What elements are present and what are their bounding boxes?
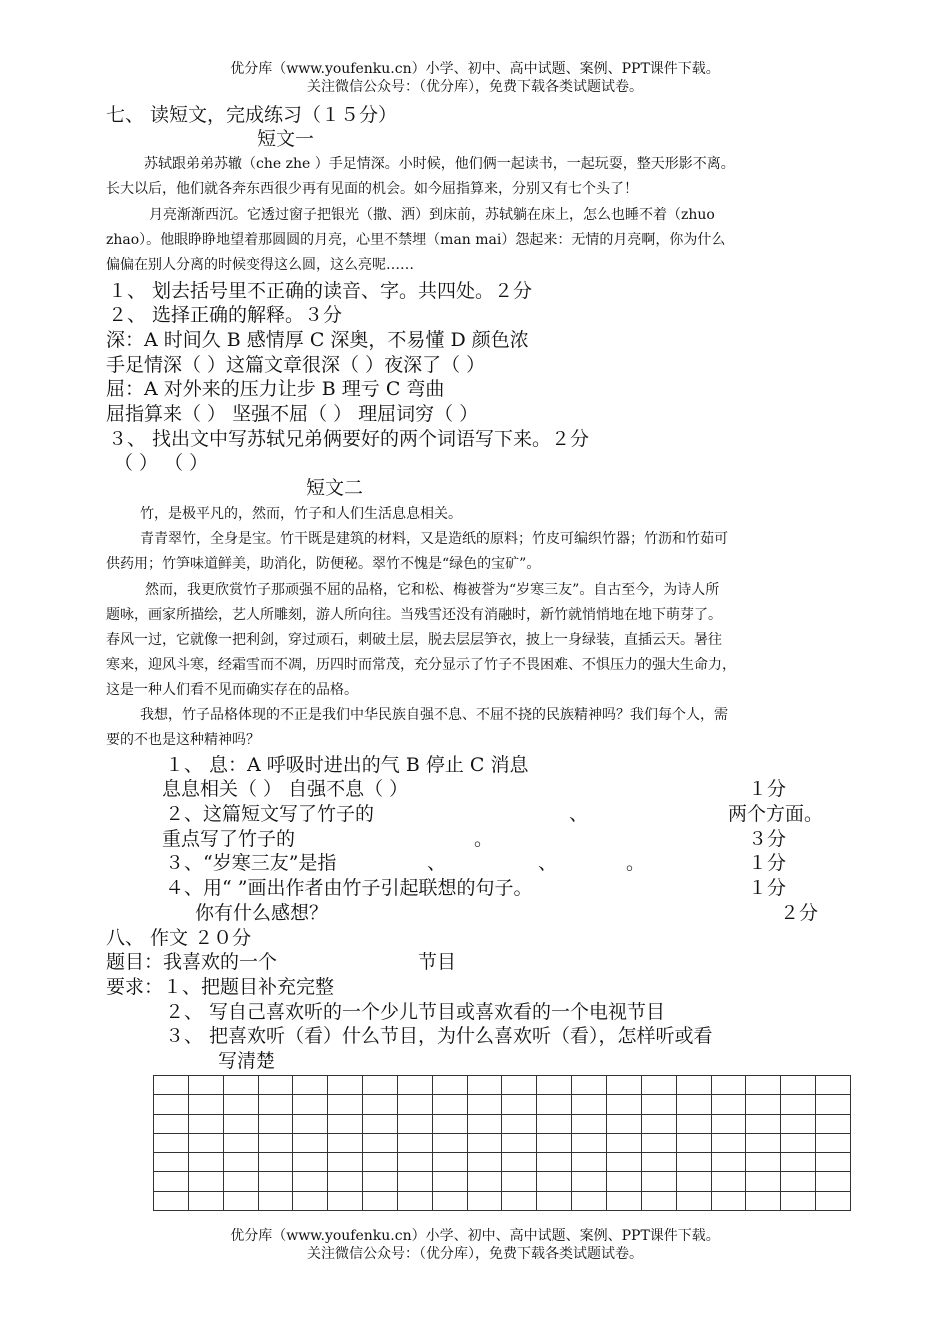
- grid-row: [154, 1172, 851, 1191]
- passage-1-line: 长大以后，他们就各奔东西很少再有见面的机会。如今屈指算来，分别又有七个头了！: [106, 181, 638, 197]
- passage-2-line: 竹，是极平凡的，然而，竹子和人们生活息息相关。: [140, 506, 462, 522]
- grid-row: [154, 1133, 851, 1152]
- essay-topic: 题目：我喜欢的一个: [106, 951, 278, 973]
- question-2-4: ４、用“ ”画出作者由竹子引起联想的句子。: [165, 877, 533, 899]
- question-2-3-sep: 、: [427, 852, 447, 874]
- question-2-3-end: 。: [626, 852, 646, 874]
- question-1-1: １、 划去括号里不正确的读音、字。共四处。２分: [108, 280, 533, 302]
- question-1-3-fill: （ ） （ ）: [114, 452, 209, 474]
- question-1-2-shen: 深：A 时间久 B 感情厚 C 深奥，不易懂 D 颜色浓: [106, 329, 529, 351]
- question-2-1-fill: 息息相关（ ） 自强不息（ ）: [162, 778, 409, 800]
- question-2-3-sep: 、: [538, 852, 558, 874]
- passage-1-line: 苏轼跟弟弟苏辙（che zhe ）手足情深。小时候，他们俩一起读书，一起玩耍，整天形影不离。: [144, 156, 735, 172]
- essay-requirement-3-cont: 写清楚: [218, 1050, 276, 1072]
- essay-requirement-2: ２、 写自己喜欢听的一个少儿节目或喜欢看的一个电视节目: [165, 1001, 666, 1023]
- question-1-2-qu: 屈：A 对外来的压力让步 B 理亏 C 弯曲: [106, 378, 445, 400]
- grid-row: [154, 1191, 851, 1210]
- passage-2-line: 要的不也是这种精神吗？: [106, 732, 260, 748]
- writing-grid: [153, 1075, 851, 1211]
- question-1-2-qu-fill: 屈指算来（ ） 坚强不屈（ ） 理屈词穷（ ）: [106, 403, 479, 425]
- passage-2-line: 寒来，迎风斗寒，经霜雪而不凋，历四时而常茂，充分显示了竹子不畏困难、不惧压力的强大生命力，: [106, 657, 736, 673]
- footer-line-1: 优分库（www.youfenku.cn）小学、初中、高中试题、案例、PPT课件下载。: [230, 1228, 720, 1244]
- question-2-2-score: ３分: [748, 828, 787, 850]
- passage-1-line: 偏偏在别人分离的时候变得这么圆，这么亮呢……: [106, 257, 414, 273]
- essay-topic-end: 节目: [418, 951, 457, 973]
- grid-row: [154, 1095, 851, 1114]
- question-2-3-score: １分: [748, 852, 787, 874]
- passage-2-line: 青青翠竹，全身是宝。竹干既是建筑的材料，又是造纸的原料；竹皮可编织竹器；竹沥和竹茹可: [140, 531, 728, 547]
- question-2-3: ３、“岁寒三友”是指: [165, 852, 337, 874]
- question-2-2: ２、这篇短文写了竹子的: [165, 803, 375, 825]
- header-line-1: 优分库（www.youfenku.cn）小学、初中、高中试题、案例、PPT课件下载。: [230, 61, 720, 77]
- passage-2-line: 供药用；竹笋味道鲜美，助消化，防便秘。翠竹不愧是“绿色的宝矿”。: [106, 556, 541, 572]
- question-1-2: ２、 选择正确的解释。３分: [108, 304, 343, 326]
- passage-1-line: zhao）。他眼睁睁地望着那圆圆的月亮，心里不禁埋（man mai）怨起来：无情的月亮啊，你为什么: [106, 232, 726, 248]
- grid-row: [154, 1114, 851, 1133]
- question-2-5: 你有什么感想？: [195, 902, 329, 924]
- question-2-2-end: 两个方面。: [728, 803, 824, 825]
- question-2-1: １、 息：A 呼吸时进出的气 B 停止 C 消息: [165, 754, 529, 776]
- question-2-2b-end: 。: [474, 828, 494, 850]
- header-line-2: 关注微信公众号：（优分库），免费下载各类试题试卷。: [307, 79, 643, 95]
- passage-2-line: 我想，竹子品格体现的不正是我们中华民族自强不息、不屈不挠的民族精神吗？我们每个人，需: [140, 707, 728, 723]
- grid-row: [154, 1153, 851, 1172]
- question-2-2-sep: 、: [569, 803, 589, 825]
- passage-1-line: 月亮渐渐西沉。它透过窗子把银光（撒、洒）到床前，苏轼躺在床上，怎么也睡不着（zhuo: [149, 207, 715, 223]
- passage-2-title: 短文二: [306, 477, 364, 499]
- passage-2-line: 这是一种人们看不见而确实存在的品格。: [106, 682, 358, 698]
- question-2-1-score: １分: [748, 778, 787, 800]
- passage-1-title: 短文一: [257, 128, 315, 150]
- passage-2-line: 春风一过，它就像一把利剑，穿过顽石，刺破土层，脱去层层笋衣，披上一身绿装，直插云天。暑往: [106, 632, 722, 648]
- question-2-4-score: １分: [748, 877, 787, 899]
- section-7-title: 七、 读短文，完成练习（１５分）: [106, 104, 398, 126]
- section-8-title: 八、 作文 ２０分: [106, 927, 252, 949]
- essay-requirement-1: 要求：１、把题目补充完整: [106, 976, 335, 998]
- question-1-3: ３、 找出文中写苏轼兄弟俩要好的两个词语写下来。２分: [108, 428, 590, 450]
- grid-row: [154, 1076, 851, 1095]
- passage-2-line: 然而，我更欣赏竹子那顽强不屈的品格，它和松、梅被誉为“岁寒三友”。自古至今，为诗人所: [145, 582, 720, 598]
- essay-requirement-3: ３、 把喜欢听（看）什么节目，为什么喜欢听（看），怎样听或看: [165, 1025, 713, 1047]
- question-2-2b: 重点写了竹子的: [162, 828, 296, 850]
- footer-line-2: 关注微信公众号：（优分库），免费下载各类试题试卷。: [307, 1246, 643, 1262]
- question-2-5-score: ２分: [780, 902, 819, 924]
- passage-2-line: 题咏，画家所描绘，艺人所雕刻，游人所向往。当残雪还没有消融时，新竹就悄悄地在地下萌芽了。: [106, 607, 722, 623]
- question-1-2-shen-fill: 手足情深（ ）这篇文章很深（ ）夜深了（ ）: [106, 354, 486, 376]
